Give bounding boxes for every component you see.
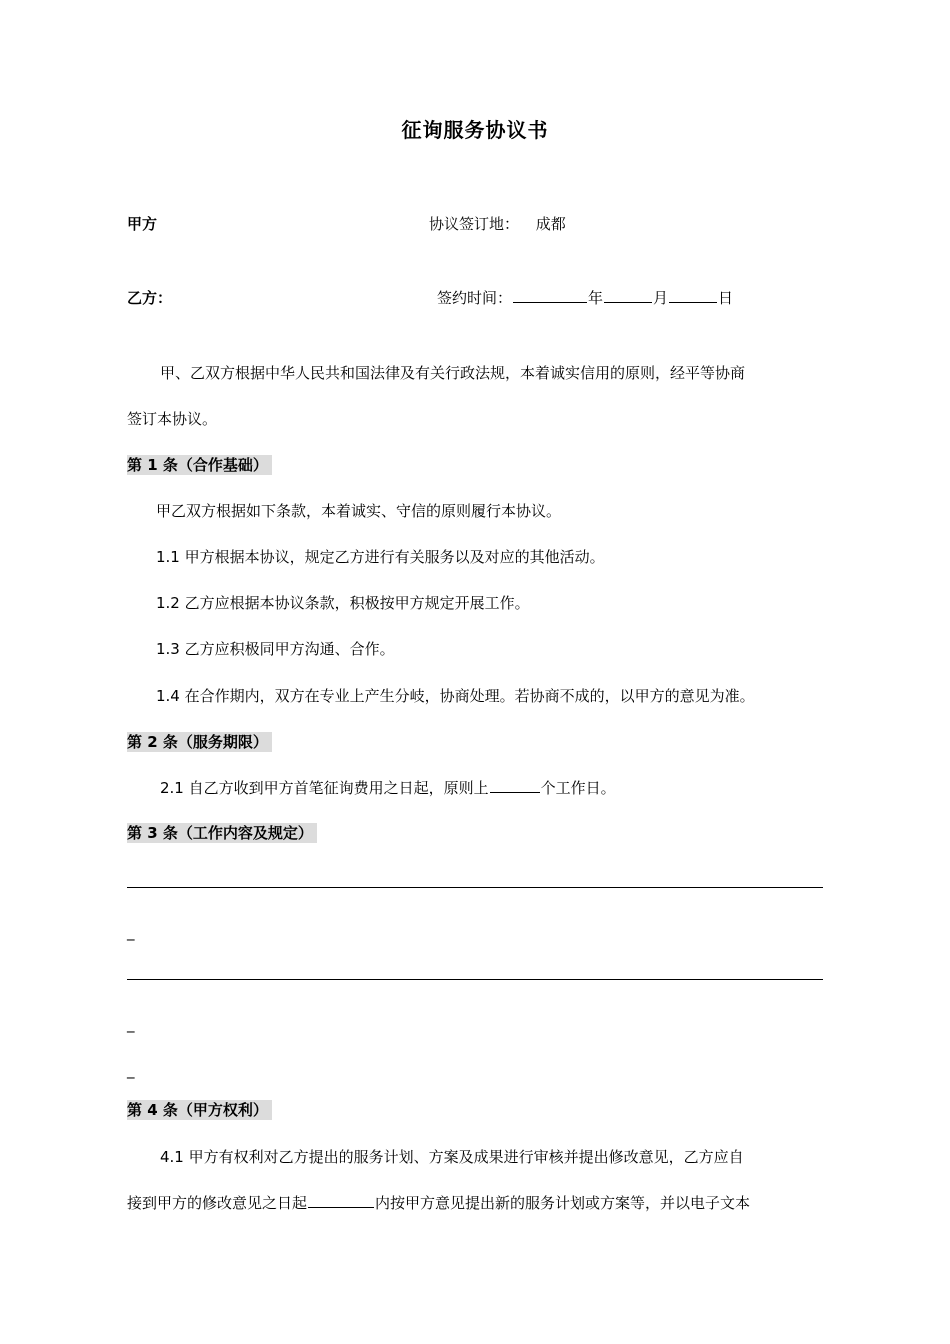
day-blank [669, 287, 717, 303]
article-1-item: 1.3 乙方应积极同甲方沟通、合作。 [156, 640, 395, 658]
signing-date-label: 签约时间： [437, 289, 513, 307]
article-4-clause-post: 内按甲方意见提出新的服务计划或方案等，并以电子文本 [375, 1194, 751, 1212]
article-1-item: 1.1 甲方根据本协议，规定乙方进行有关服务以及对应的其他活动。 [156, 548, 605, 566]
party-a-label: 甲方 [127, 215, 158, 233]
month-blank [604, 287, 652, 303]
fill-in-dash: _ [127, 1061, 135, 1079]
fill-in-line [127, 979, 823, 980]
year-blank [513, 287, 587, 303]
article-4-heading: 第 4 条（甲方权利） [127, 1100, 272, 1120]
article-1-lead: 甲乙双方根据如下条款，本着诚实、守信的原则履行本协议。 [156, 502, 562, 520]
fill-in-dash: _ [127, 923, 135, 941]
day-label: 日 [718, 289, 734, 307]
signing-place-value: 成都 [535, 215, 566, 233]
signing-place-label: 协议签订地： [429, 215, 520, 233]
month-label: 月 [653, 289, 669, 307]
year-label: 年 [588, 289, 604, 307]
article-1-item: 1.2 乙方应根据本协议条款，积极按甲方规定开展工作。 [156, 594, 530, 612]
signing-place [429, 213, 566, 235]
days-blank [490, 777, 540, 793]
article-4-clause-pre: 接到甲方的修改意见之日起 [127, 1194, 308, 1212]
fill-in-line [127, 887, 823, 888]
article-4-clause-line-2 [127, 1192, 750, 1214]
article-3-heading: 第 3 条（工作内容及规定） [127, 823, 317, 843]
party-b-label: 乙方： [127, 289, 173, 307]
article-1-heading: 第 1 条（合作基础） [127, 455, 272, 475]
fill-in-dash: _ [127, 1015, 135, 1033]
intro-line-1: 甲、乙双方根据中华人民共和国法律及有关行政法规，本着诚实信用的原则，经平等协商 [160, 364, 746, 382]
signing-date [437, 287, 733, 309]
article-2-clause-pre: 2.1 自乙方收到甲方首笔征询费用之日起，原则上 [160, 779, 489, 797]
document-title: 征询服务协议书 [401, 118, 549, 142]
article-4-clause-line-1: 4.1 甲方有权利对乙方提出的服务计划、方案及成果进行审核并提出修改意见，乙方应自 [160, 1148, 744, 1166]
article-1-item: 1.4 在合作期内，双方在专业上产生分岐，协商处理。若协商不成的，以甲方的意见为准。 [156, 687, 755, 705]
article-2-heading: 第 2 条（服务期限） [127, 732, 272, 752]
intro-line-2: 签订本协议。 [127, 410, 218, 428]
revision-period-blank [308, 1192, 374, 1208]
article-2-clause [160, 777, 616, 799]
article-2-clause-post: 个工作日。 [540, 779, 616, 797]
